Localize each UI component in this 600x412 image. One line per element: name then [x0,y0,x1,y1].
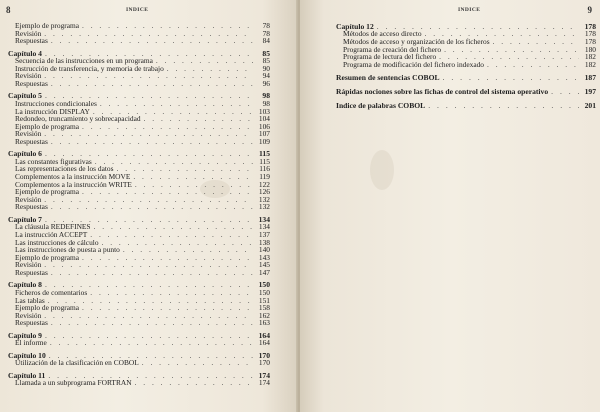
toc-entry-page: 137 [258,230,270,240]
dot-leader [487,61,579,69]
toc-entry-page: 147 [258,268,270,277]
left-page [0,0,298,412]
toc-entry-page: 78 [262,28,270,38]
toc-entry-title: Métodos de acceso y organización de los ficheros [343,36,490,46]
dot-leader [90,231,253,239]
toc-entry-title: Capítulo 4 [8,48,42,58]
toc-entry-title: Revisión [15,71,42,81]
toc-entry-title: Instrucción de transferencia, y memoria de trabajo [15,63,164,73]
dot-leader [44,30,253,38]
toc-entry-title: Las tablas [15,295,45,305]
toc-section-entry [8,138,270,146]
toc-entry-page: 174 [258,370,270,380]
toc-entry-title: La instrucción ACCEPT [15,230,88,240]
toc-entry-page: 85 [262,56,270,66]
toc-entry-title: Secuencia de las instrucciones en un programa [15,56,153,66]
toc-entry-page: 90 [262,63,270,73]
toc-entry-page: 132 [258,194,270,204]
toc-section-entry [8,254,270,262]
toc-entry-page: 143 [258,252,270,262]
toc-entry-page: 96 [262,78,270,88]
toc-entry-page: 122 [258,179,270,189]
dot-leader [51,138,253,146]
toc-entry-page: 201 [584,100,596,110]
toc-entry-title: Las constantes figurativas [15,156,92,166]
toc-list-right [336,18,596,109]
toc-entry-page: 106 [258,121,270,131]
page-number-right: 9 [587,5,592,15]
toc-entry-page: 163 [258,318,270,328]
toc-entry-page: 151 [258,295,270,305]
toc-entry-title: Ejemplo de programa [15,121,80,131]
dot-leader [51,37,253,45]
dot-leader [135,379,253,387]
toc-entry-title: Ficheros de comentarios [15,287,88,297]
toc-entry-page: 85 [262,48,270,58]
toc-entry-page: 162 [258,310,270,320]
toc-entry-title: Las representaciones de los datos [15,164,114,174]
toc-section-entry [8,80,270,88]
dot-leader [82,123,253,131]
toc-entry-page: 134 [258,222,270,232]
toc-entry-page: 84 [262,36,270,46]
toc-entry-page: 104 [258,114,270,124]
toc-entry-page: 115 [259,149,270,159]
toc-section-entry [8,379,270,387]
toc-entry-title: Indice de palabras COBOL [336,100,426,110]
toc-section-entry [336,61,596,69]
paper-stain [200,180,230,198]
toc-entry-title: Capítulo 12 [336,21,374,31]
toc-entry-title: Capítulo 11 [8,370,46,380]
dot-leader [94,223,253,231]
toc-entry-title: Las instrucciones de puesta a punto [15,245,120,255]
toc-entry-page: 103 [258,106,270,116]
toc-entry-page: 132 [258,202,270,212]
dot-leader [156,57,253,65]
toc-entry-title: Ejemplo de programa [15,21,80,30]
toc-entry-page: 178 [584,36,596,46]
toc-entry-page: 180 [584,44,596,54]
paper-stain [370,150,394,190]
toc-appendix-entry [336,102,596,110]
toc-entry-page: 164 [258,338,270,348]
dot-leader [133,173,253,181]
toc-section-entry [8,188,270,196]
toc-entry-title: Rápidas nociones sobre las fichas de control del sistema operativo [336,86,549,96]
toc-entry-page: 94 [262,71,270,81]
dot-leader [444,46,579,54]
toc-entry-page: 115 [259,156,270,166]
toc-appendix-entry [336,74,596,82]
toc-section-entry [8,289,270,297]
toc-entry-title: Llamada a un subprograma FORTRAN [15,378,132,388]
toc-section-entry [8,304,270,312]
toc-entry-title: Revisión [15,194,42,204]
toc-entry-page: 197 [584,86,596,96]
toc-entry-page: 126 [258,187,270,197]
toc-entry-title: Programa de modificación del fichero indexado [343,59,484,69]
dot-leader [167,65,253,73]
toc-entry-title: Respuestas [15,36,48,46]
dot-leader [44,261,253,269]
dot-leader [551,88,579,96]
dot-leader [95,158,253,166]
toc-entry-title: Respuestas [15,318,48,328]
toc-entry-page: 182 [584,52,596,62]
dot-leader [135,181,253,189]
toc-entry-title: Instrucciones condicionales [15,98,97,108]
toc-entry-title: Programa de lectura del fichero [343,52,437,62]
toc-entry-page: 78 [262,21,270,30]
toc-entry-title: La instrucción DISPLAY [15,106,90,116]
toc-entry-title: La cláusula REDEFINES [15,222,91,232]
toc-entry-title: Capítulo 10 [8,350,46,360]
dot-leader [123,246,253,254]
toc-entry-title: Capítulo 8 [8,280,42,290]
toc-entry-page: 98 [262,98,270,108]
toc-entry-page: 150 [258,287,270,297]
toc-entry-page: 187 [584,73,596,83]
toc-entry-page: 109 [258,136,270,146]
toc-list-left [8,22,270,387]
toc-entry-page: 134 [258,214,270,224]
toc-entry-title: Programa de creación del fichero [343,44,442,54]
dot-leader [50,339,253,347]
toc-entry-title: Las instrucciones de cálculo [15,237,99,247]
toc-section-entry [8,65,270,73]
dot-leader [90,289,253,297]
toc-section-entry [8,269,270,277]
dot-leader [51,319,253,327]
toc-entry-page: 150 [258,280,270,290]
toc-entry-title: Utilización de la clasificación en COBOL [15,358,139,368]
toc-entry-title: Complementos a la instrucción MOVE [15,172,131,182]
toc-entry-title: El informe [15,338,47,348]
toc-entry-title: Respuestas [15,202,48,212]
dot-leader [443,74,579,82]
toc-entry-page: 107 [258,129,270,139]
toc-entry-title: Capítulo 6 [8,149,42,159]
page-number-left: 8 [6,5,11,15]
toc-section-entry [8,203,270,211]
toc-entry-title: Revisión [15,129,42,139]
toc-entry-page: 145 [258,260,270,270]
dot-leader [100,100,253,108]
toc-entry-title: Ejemplo de programa [15,187,80,197]
toc-entry-page: 178 [584,21,596,31]
dot-leader [82,304,253,312]
toc-section-entry [8,339,270,347]
toc-entry-page: 138 [258,237,270,247]
toc-entry-title: Ejemplo de programa [15,303,80,313]
dot-leader [44,72,253,80]
toc-entry-title: Redondeo, truncamiento y sobrecapacidad [15,114,141,124]
running-head-left: INDICE [126,7,149,13]
toc-entry-page: 178 [584,29,596,39]
toc-entry-page: 158 [258,303,270,313]
dot-leader [51,203,253,211]
dot-leader [44,130,253,138]
dot-leader [493,38,579,46]
toc-entry-title: Capítulo 9 [8,330,42,340]
toc-entry-title: Revisión [15,260,42,270]
toc-section-entry [8,22,270,30]
toc-entry-title: Métodos de acceso directo [343,29,422,39]
toc-entry-page: 98 [262,91,270,101]
running-head-right: INDICE [458,7,481,13]
toc-entry-page: 174 [258,378,270,388]
toc-entry-page: 182 [584,59,596,69]
toc-appendix-entry [336,88,596,96]
toc-entry-page: 119 [259,172,270,182]
toc-entry-title: Resumen de sentencias COBOL [336,73,440,83]
toc-entry-title: Revisión [15,28,42,38]
toc-entry-page: 164 [258,330,270,340]
dot-leader [142,359,253,367]
toc-entry-title: Capítulo 5 [8,91,42,101]
toc-section-entry [8,319,270,327]
toc-entry-page: 170 [258,358,270,368]
toc-entry-page: 116 [259,164,270,174]
dot-leader [82,254,253,262]
toc-entry-title: Capítulo 7 [8,214,42,224]
toc-section-entry [8,359,270,367]
right-page [300,0,600,412]
toc-entry-page: 170 [258,350,270,360]
toc-section-entry [8,37,270,45]
toc-entry-page: 140 [258,245,270,255]
toc-entry-title: Respuestas [15,78,48,88]
dot-leader [51,80,253,88]
dot-leader [51,269,253,277]
dot-leader [102,239,253,247]
dot-leader [428,102,579,110]
dot-leader [44,312,253,320]
dot-leader [82,22,253,30]
toc-chapter-entry [8,332,270,340]
dot-leader [117,165,253,173]
toc-entry-title: Ejemplo de programa [15,252,80,262]
dot-leader [45,332,253,340]
dot-leader [144,115,253,123]
toc-section-entry [8,123,270,131]
toc-entry-title: Revisión [15,310,42,320]
toc-entry-title: Respuestas [15,268,48,277]
toc-entry-title: Complementos a la instrucción WRITE [15,179,132,189]
toc-entry-title: Respuestas [15,136,48,146]
